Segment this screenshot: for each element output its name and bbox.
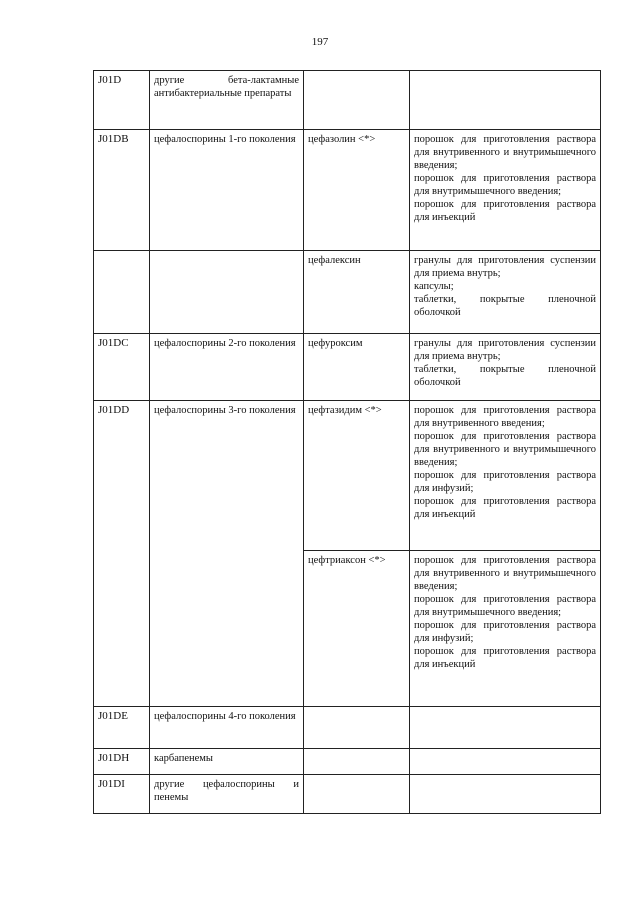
dosage-form: гранулы для приготовления суспензии для приема внутрь; — [414, 338, 596, 362]
group-name: другие цефалоспорины и пенемы — [150, 775, 304, 814]
atc-code: J01DB — [94, 130, 150, 251]
dosage-form: порошок для приготовления раствора для внутримышечного введения; — [414, 173, 596, 197]
drug-name — [304, 707, 410, 749]
table-row — [94, 749, 601, 775]
dosage-form: порошок для приготовления раствора для инъекций — [414, 496, 596, 520]
atc-code: J01DD — [94, 401, 150, 707]
dosage-forms — [410, 130, 601, 251]
dosage-forms — [410, 551, 601, 707]
dosage-forms — [410, 775, 601, 814]
table-row — [94, 251, 601, 334]
group-name: цефалоспорины 2-го поколения — [150, 334, 304, 401]
dosage-forms — [410, 401, 601, 551]
atc-code: J01D — [94, 71, 150, 130]
drug-name — [304, 775, 410, 814]
atc-code — [94, 251, 150, 334]
dosage-form: капсулы; — [414, 281, 454, 292]
dosage-form: порошок для приготовления раствора для инфузий; — [414, 470, 596, 494]
dosage-form: порошок для приготовления раствора для внутривенного и внутримышечного введения; — [414, 431, 596, 468]
table-row — [94, 775, 601, 814]
group-name: другие бета-лактамные антибактериальные препараты — [150, 71, 304, 130]
atc-code: J01DH — [94, 749, 150, 775]
group-name — [150, 251, 304, 334]
group-name: цефалоспорины 3-го поколения — [150, 401, 304, 707]
drug-name: цефуроксим — [304, 334, 410, 401]
table-row — [94, 707, 601, 749]
dosage-forms — [410, 749, 601, 775]
page-number: 197 — [311, 36, 329, 48]
atc-code: J01DC — [94, 334, 150, 401]
dosage-form: таблетки, покрытые пленочной оболочкой — [414, 364, 596, 388]
dosage-form: порошок для приготовления раствора для инфузий; — [414, 620, 596, 644]
drug-name: цефтазидим <*> — [304, 401, 410, 551]
table-row — [94, 334, 601, 401]
dosage-form: порошок для приготовления раствора для инъекций — [414, 646, 596, 670]
drug-name — [304, 749, 410, 775]
group-name: цефалоспорины 1-го поколения — [150, 130, 304, 251]
dosage-form: порошок для приготовления раствора для внутримышечного введения; — [414, 594, 596, 618]
dosage-form: таблетки, покрытые пленочной оболочкой — [414, 294, 596, 318]
dosage-form: гранулы для приготовления суспензии для приема внутрь; — [414, 255, 596, 279]
dosage-forms — [410, 334, 601, 401]
table-row — [94, 71, 601, 130]
dosage-form: порошок для приготовления раствора для внутривенного и внутримышечного введения; — [414, 134, 596, 171]
atc-code: J01DE — [94, 707, 150, 749]
table-row — [94, 401, 601, 551]
drug-table — [93, 70, 601, 814]
dosage-form: порошок для приготовления раствора для внутривенного введения; — [414, 405, 596, 429]
drug-name: цефалексин — [304, 251, 410, 334]
dosage-forms — [410, 707, 601, 749]
table-row — [94, 130, 601, 251]
dosage-forms — [410, 251, 601, 334]
dosage-forms — [410, 71, 601, 130]
dosage-form: порошок для приготовления раствора для внутривенного и внутримышечного введения; — [414, 555, 596, 592]
drug-name — [304, 71, 410, 130]
dosage-form: порошок для приготовления раствора для инъекций — [414, 199, 596, 223]
drug-name: цефазолин <*> — [304, 130, 410, 251]
group-name: карбапенемы — [150, 749, 304, 775]
drug-name: цефтриаксон <*> — [304, 551, 410, 707]
group-name: цефалоспорины 4-го поколения — [150, 707, 304, 749]
atc-code: J01DI — [94, 775, 150, 814]
